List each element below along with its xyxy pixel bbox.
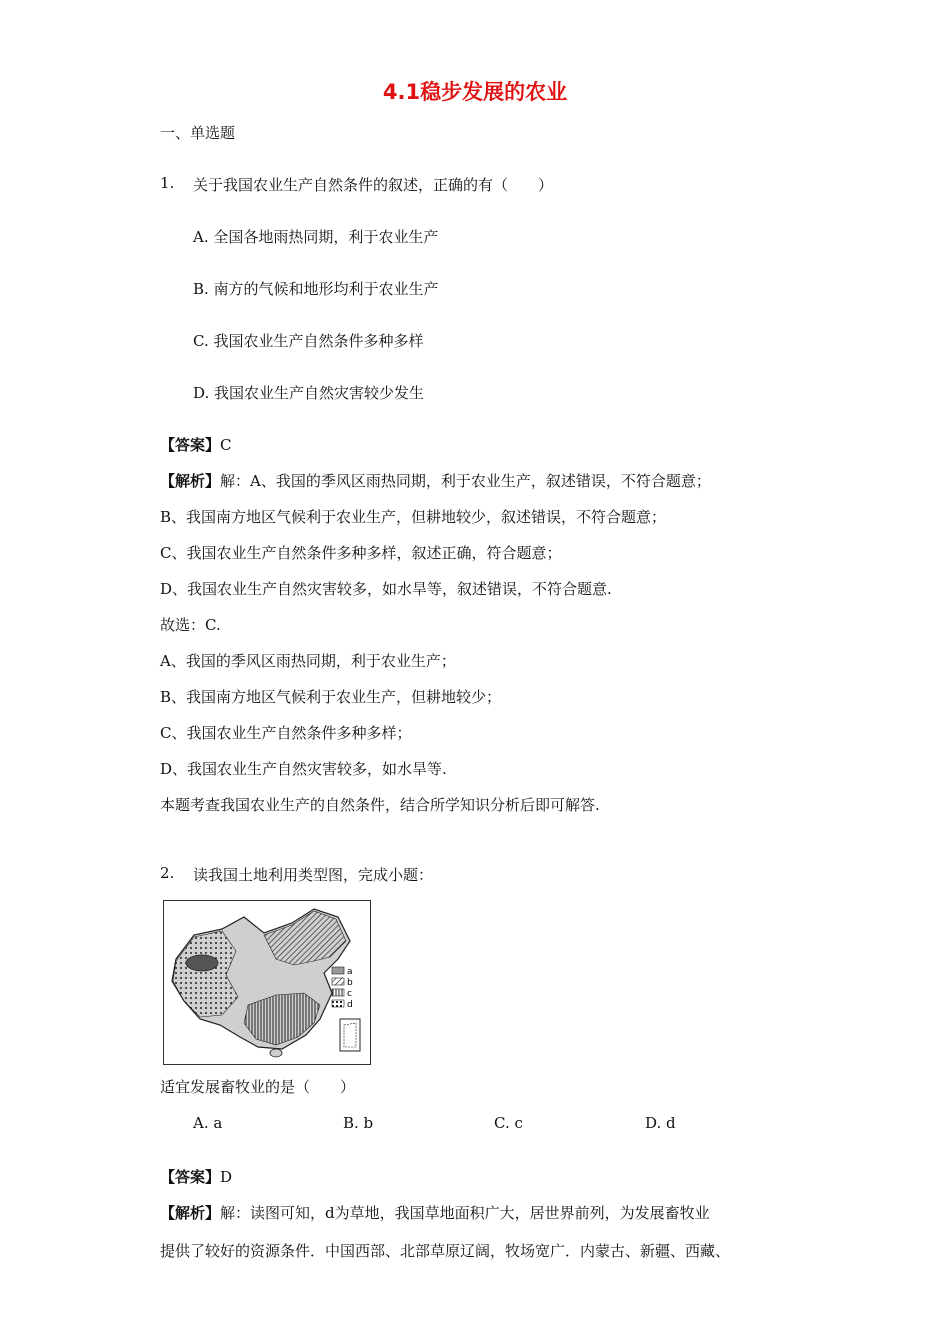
analysis-line: C、我国农业生产自然条件多种多样，叙述正确，符合题意； — [160, 544, 562, 562]
analysis-line: B、我国南方地区气候利于农业生产，但耕地较少； — [160, 688, 502, 706]
section-heading: 一、单选题 — [160, 124, 236, 142]
analysis-line: A、我国的季风区雨热同期，利于农业生产； — [160, 652, 456, 670]
analysis-label: 【解析】 — [160, 1204, 221, 1222]
answer-label: 【答案】 — [160, 436, 221, 454]
answer-label: 【答案】 — [160, 1168, 221, 1186]
analysis-line: D、我国农业生产自然灾害较多，如水旱等. — [160, 760, 447, 778]
analysis-line: C、我国农业生产自然条件多种多样； — [160, 724, 412, 742]
land-use-map — [163, 900, 371, 1065]
analysis-line: 提供了较好的资源条件．中国西部、北部草原辽阔，牧场宽广．内蒙古、新疆、西藏、 — [160, 1242, 731, 1260]
question-number: 2. — [160, 864, 175, 882]
legend-label-a: a — [347, 967, 353, 977]
analysis-line: D、我国农业生产自然灾害较多，如水旱等，叙述错误，不符合题意. — [160, 580, 612, 598]
analysis-line — [160, 470, 711, 491]
sub-question-stem: 适宜发展畜牧业的是（ ） — [160, 1078, 356, 1096]
answer-line — [160, 1166, 232, 1187]
answer-line — [160, 434, 232, 455]
question-number: 1. — [160, 174, 175, 192]
answer-value: C — [220, 436, 232, 454]
analysis-text: 解：读图可知，d为草地，我国草地面积广大，居世界前列，为发展畜牧业 — [220, 1204, 710, 1222]
legend-label-d: d — [347, 1000, 353, 1010]
legend-label-c: c — [347, 989, 352, 999]
analysis-line — [160, 1202, 710, 1223]
question-stem: 关于我国农业生产自然条件的叙述，正确的有（ ） — [193, 176, 554, 194]
analysis-line: B、我国南方地区气候利于农业生产，但耕地较少，叙述错误，不符合题意； — [160, 508, 667, 526]
analysis-label: 【解析】 — [160, 472, 221, 490]
answer-value: D — [220, 1168, 233, 1186]
china-map-figure — [164, 901, 369, 1063]
analysis-line: 本题考查我国农业生产的自然条件，结合所学知识分析后即可解答. — [160, 796, 600, 814]
option-a[interactable]: A. a — [193, 1114, 223, 1132]
page-title: 4.1稳步发展的农业 — [382, 80, 568, 104]
question-stem: 读我国土地利用类型图，完成小题： — [193, 866, 434, 884]
option-b[interactable]: B. 南方的气候和地形均利于农业生产 — [193, 280, 439, 298]
option-d[interactable]: D. 我国农业生产自然灾害较少发生 — [193, 384, 425, 402]
option-d[interactable]: D. d — [645, 1114, 676, 1132]
option-c[interactable]: C. 我国农业生产自然条件多种多样 — [193, 332, 424, 350]
analysis-text: 解：A、我国的季风区雨热同期，利于农业生产，叙述错误，不符合题意； — [220, 472, 711, 490]
option-a[interactable]: A. 全国各地雨热同期，利于农业生产 — [193, 228, 439, 246]
option-b[interactable]: B. b — [343, 1114, 374, 1132]
analysis-line: 故选：C. — [160, 616, 221, 634]
option-c[interactable]: C. c — [494, 1114, 523, 1132]
legend-label-b: b — [347, 978, 353, 988]
